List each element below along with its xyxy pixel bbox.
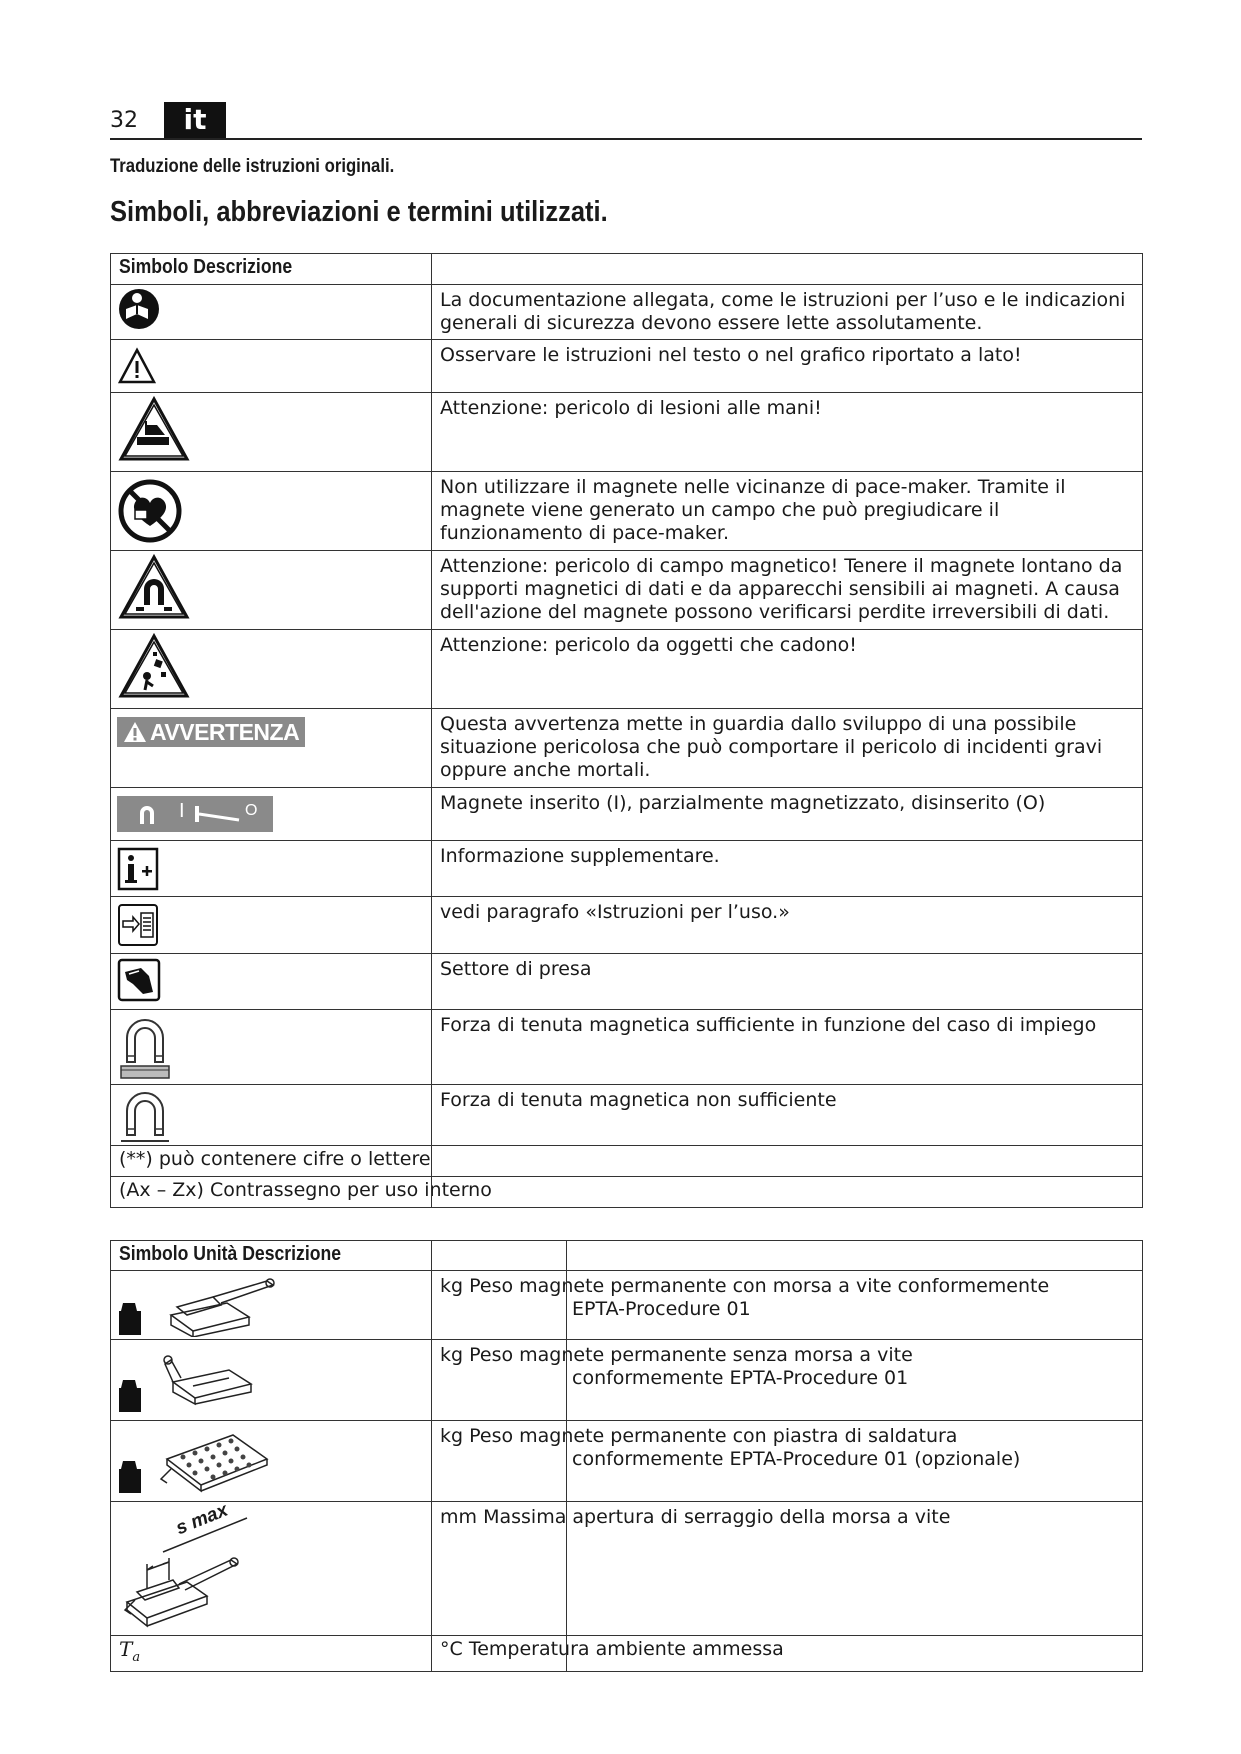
symbols-table: [110, 253, 1143, 1208]
column-divider: [566, 1271, 567, 1339]
magnet-sufficient-force-icon: [117, 1012, 173, 1082]
table-row: [111, 1636, 1143, 1672]
table-header-label: Simbolo Unità Descrizione: [119, 1243, 341, 1265]
weight-magnet-with-vise-icon: [117, 1273, 297, 1337]
symbol-subscript: a: [132, 1650, 141, 1665]
unit-description-cell: [432, 1502, 1143, 1636]
unit-description-cell: [432, 1271, 1143, 1340]
warning-triangle-icon: [123, 721, 147, 743]
page-subtitle: Traduzione delle istruzioni originali.: [110, 156, 395, 177]
symbol-description: Attenzione: pericolo di lesioni alle mani!: [432, 393, 1143, 472]
table-row: [111, 897, 1143, 954]
page-title: Simboli, abbreviazioni e termini utilizzati.: [110, 196, 608, 228]
read-manual-icon: [117, 287, 161, 331]
table-row: [111, 551, 1143, 630]
note-alphanumeric: (**) può contenere cifre o lettere: [111, 1146, 432, 1177]
page-header: [110, 102, 1142, 140]
table-row: [111, 788, 1143, 841]
table-header-row: [111, 1241, 1143, 1271]
unit-description: Peso magnete permanente con morsa a vite conformemente: [469, 1275, 1050, 1297]
unit-description-continued: conformemente EPTA-Procedure 01: [572, 1367, 909, 1389]
info-plus-icon: [117, 847, 159, 891]
unit-description: Peso magnete permanente senza morsa a vite: [469, 1344, 913, 1366]
symbol-description: Non utilizzare il magnete nelle vicinanze di pace-maker. Tramite il magnete viene generato un campo che può pregiudicare il funzionamento di pace-maker.: [432, 472, 1143, 551]
s-max-label: s max: [173, 1499, 231, 1540]
table-row: [111, 1502, 1143, 1636]
table-row: [111, 1271, 1143, 1340]
weight-magnet-without-vise-icon: [117, 1342, 297, 1416]
symbol-description: Osservare le istruzioni nel testo o nel grafico riportato a lato!: [432, 340, 1143, 393]
symbol-description: Attenzione: pericolo da oggetti che cadono!: [432, 630, 1143, 709]
table-row: [111, 393, 1143, 472]
falling-objects-warning-icon: [117, 632, 191, 700]
table-row: [111, 1085, 1143, 1146]
table-row: [111, 285, 1143, 340]
symbol-description: Forza di tenuta magnetica sufficiente in funzione del caso di impiego: [432, 1010, 1143, 1085]
table-row: [111, 709, 1143, 788]
symbol-description: vedi paragrafo «Istruzioni per l’uso.»: [432, 897, 1143, 954]
table-row: [111, 1010, 1143, 1085]
symbol-description: La documentazione allegata, come le istruzioni per l’uso e le indicazioni generali di sicurezza devono essere lette assolutamente.: [432, 285, 1143, 340]
unit-description: Massima apertura di serraggio della morsa a vite: [483, 1506, 951, 1528]
table-header-label: Simbolo Descrizione: [119, 256, 293, 278]
unit-description-cell: [432, 1340, 1143, 1421]
symbol-description: Settore di presa: [432, 954, 1143, 1010]
column-divider: [566, 1241, 567, 1270]
table-row: [111, 630, 1143, 709]
symbol-description: Attenzione: pericolo di campo magnetico! Tenere il magnete lontano da supporti magnetici di dati e da apparecchi sensibili ai magneti. A causa dell'azione del magnete possono verificarsi perdite irreversibili di dati.: [432, 551, 1143, 630]
unit-value: mm: [440, 1506, 478, 1528]
table-row: [111, 340, 1143, 393]
grip-area-icon: [117, 958, 161, 1002]
switch-label-on: I: [179, 800, 185, 822]
unit-value: kg: [440, 1425, 464, 1447]
symbol-main: T: [119, 1637, 133, 1661]
unit-value: kg: [440, 1344, 464, 1366]
ramp-glyph-icon: [193, 802, 243, 826]
magnet-insufficient-force-icon: [117, 1087, 173, 1143]
table-row: [111, 841, 1143, 897]
avvertenza-text: AVVERTENZA: [150, 718, 300, 745]
ambient-temperature-symbol: [119, 1637, 141, 1665]
column-divider: [566, 1421, 567, 1501]
unit-description-continued: EPTA-Procedure 01: [572, 1298, 751, 1320]
column-divider: [566, 1502, 567, 1635]
unit-description-cell: [432, 1421, 1143, 1502]
unit-value: kg: [440, 1275, 464, 1297]
switch-label-off: O: [245, 802, 258, 819]
avvertenza-label: [117, 717, 305, 747]
hand-injury-warning-icon: [117, 395, 191, 463]
table-note-row: [111, 1146, 1143, 1177]
column-divider: [566, 1340, 567, 1420]
symbol-description: Magnete inserito (I), parzialmente magnetizzato, disinserito (O): [432, 788, 1143, 841]
see-instructions-icon: [117, 903, 159, 947]
table-row: [111, 1421, 1143, 1502]
table-row: [111, 954, 1143, 1010]
magnetic-field-warning-icon: [117, 553, 191, 621]
page-number: 32: [110, 108, 138, 133]
symbol-description: Forza di tenuta magnetica non sufficiente: [432, 1085, 1143, 1146]
symbol-description: Questa avvertenza mette in guardia dallo sviluppo di una possibile situazione pericolosa che può comportare il pericolo di incidenti gravi oppure anche mortali.: [432, 709, 1143, 788]
weight-magnet-welding-plate-icon: [117, 1423, 297, 1497]
magnet-glyph-icon: [135, 802, 159, 826]
language-badge: it: [164, 102, 226, 138]
unit-description-cell: [432, 1636, 1143, 1672]
no-pacemaker-icon: [117, 478, 183, 544]
unit-description-continued: conformemente EPTA-Procedure 01 (opzionale): [572, 1448, 1021, 1470]
unit-description: Peso magnete permanente con piastra di saldatura: [469, 1425, 958, 1447]
table-note-row: [111, 1177, 1143, 1208]
column-divider: [566, 1636, 567, 1671]
warning-triangle-icon: [117, 346, 157, 386]
symbol-description: Informazione supplementare.: [432, 841, 1143, 897]
table-row: [111, 1340, 1143, 1421]
magnet-switch-positions-icon: [117, 796, 273, 832]
table-row: [111, 472, 1143, 551]
note-internal-use: (Ax – Zx) Contrassegno per uso interno: [119, 1179, 492, 1201]
unit-description: Temperatura ambiente ammessa: [468, 1638, 784, 1660]
unit-value: °C: [440, 1638, 463, 1660]
units-table: [110, 1240, 1143, 1672]
column-divider: [431, 1177, 432, 1207]
table-header-row: [111, 254, 1143, 285]
